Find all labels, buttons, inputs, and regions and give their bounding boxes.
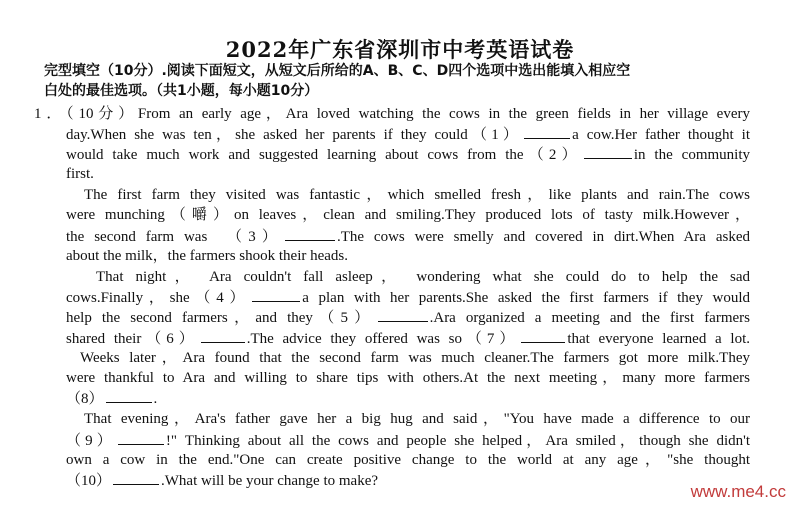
answer-blank-6[interactable]	[201, 328, 245, 343]
instructions-line-1: 完型填空（10分）.阅读下面短文，从短文后所给的A、B、C、D四个选项中选出能填入相应空	[44, 63, 631, 79]
watermark-text: www.me4.cc	[690, 482, 786, 501]
answer-blank-7[interactable]	[521, 328, 565, 343]
passage-line: the second farm was （3） .The cows were smelly and covered in dirt.When Ara asked	[66, 226, 750, 247]
passage-line: （10） .What will be your change to make?	[66, 470, 750, 491]
question-number: 1．	[34, 106, 67, 122]
passage-line: help the second farmers，and they（5） .Ara organized a meeting and the first farmers	[66, 307, 750, 328]
answer-blank-5[interactable]	[378, 307, 428, 322]
answer-blank-1[interactable]	[524, 124, 570, 139]
passage-line: （9） !" Thinking about all the cows and people she helped，Ara smiled，though she didn't	[66, 430, 750, 451]
passage-line: own a cow in the end."One can create positive change to the world at any age，"she thought	[66, 452, 750, 468]
answer-blank-10[interactable]	[113, 470, 159, 485]
passage-line: （8） .	[66, 388, 750, 409]
answer-blank-2[interactable]	[584, 144, 632, 159]
answer-blank-4[interactable]	[252, 287, 300, 302]
question-score: （10分）	[66, 106, 138, 122]
passage-line: The first farm they visited was fantastic，which smelled fresh，like plants and rain.The cows	[84, 187, 750, 203]
passage-line: would take much work and suggested learning about cows from the（2） in the community	[66, 144, 750, 165]
answer-blank-3[interactable]	[285, 226, 335, 241]
answer-blank-9[interactable]	[118, 430, 164, 445]
instructions-line-2: 白处的最佳选项。（共1小题，每小题10分）	[44, 83, 319, 99]
page-title: 2022年广东省深圳市中考英语试卷	[225, 37, 575, 62]
instructions	[44, 61, 764, 101]
passage-line: first.	[66, 166, 94, 182]
passage-line: day.When she was ten，she asked her parents if they could（1） a cow.Her father thought it	[66, 124, 750, 145]
answer-blank-8[interactable]	[106, 388, 152, 403]
passage-line: cows.Finally，she（4） a plan with her parents.She asked the first farmers if they would	[66, 287, 750, 308]
passage-line: That night， Ara couldn't fall asleep， wondering what she could do to help the sad	[96, 269, 750, 285]
passage-line: were thankful to Ara and willing to share tips with others.At the next meeting，many more farmers	[66, 370, 750, 386]
passage-line: about the milk，the farmers shook their heads.	[66, 248, 349, 264]
passage-line: were munching（嚼）on leaves，clean and smiling.They produced lots of tasty milk.However，	[66, 207, 750, 223]
passage-line: shared their（6） .The advice they offered was so（7） that everyone learned a lot.	[66, 328, 750, 349]
passage-line: 1．（10分）From an early age，Ara loved watching the cows in the green fields in her village every	[34, 106, 750, 122]
passage-line: That evening，Ara's father gave her a big hug and said，"You have made a difference to our	[84, 411, 750, 427]
passage-line: Weeks later，Ara found that the second farm was much cleaner.The farmers got more milk.They	[80, 350, 750, 366]
